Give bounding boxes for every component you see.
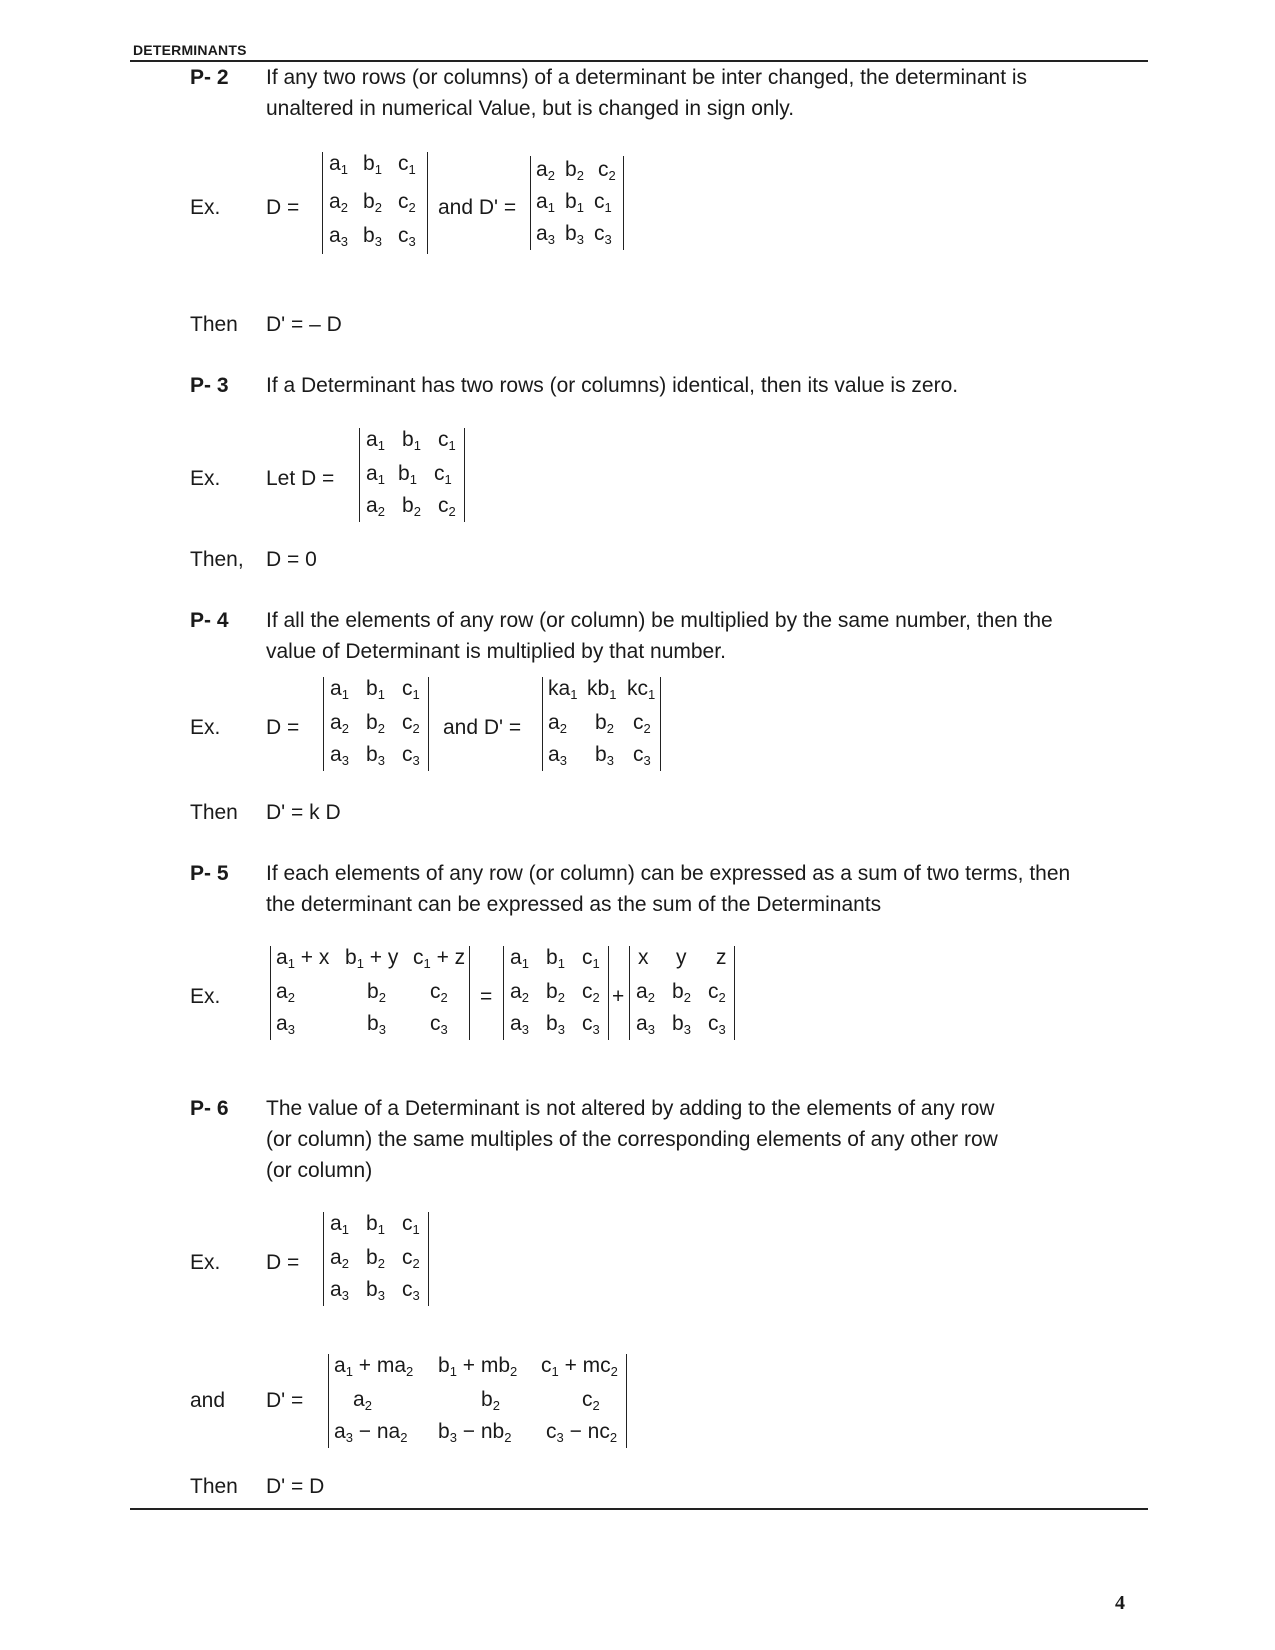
cell: $a_1$ xyxy=(330,1212,349,1237)
cell: $c_2$ xyxy=(430,980,448,1005)
cell: $a_1$ xyxy=(366,462,385,487)
cell: $a_3$ xyxy=(636,1012,655,1037)
cell: $c_1$ xyxy=(582,946,600,971)
cell: $b_3$ xyxy=(367,1012,386,1037)
p3-ex-label: Ex. xyxy=(190,467,221,490)
cell: $a_3$ xyxy=(329,224,348,249)
p4-statement-line1: If all the elements of any row (or column) be multiplied by the same number, then the xyxy=(266,609,1053,632)
cell: $b_3$ xyxy=(595,743,614,768)
cell: $c_1$ xyxy=(402,677,420,702)
cell: $c_2$ xyxy=(598,158,616,183)
p4-and-d-prime: and D' = xyxy=(443,716,522,739)
p6-result: D' = D xyxy=(266,1475,325,1498)
cell: $a_3$ xyxy=(510,1012,529,1037)
cell: $b_1$ xyxy=(402,428,421,453)
cell: $c_1$ xyxy=(434,462,452,487)
cell: $b_3 - nb_2$ xyxy=(438,1420,512,1445)
page-number: 4 xyxy=(1115,1592,1125,1614)
running-header: DETERMINANTS xyxy=(133,42,247,58)
cell: $a_2$ xyxy=(276,980,295,1005)
cell: $a_2$ xyxy=(329,190,348,215)
cell: $c_3$ xyxy=(402,1278,420,1303)
cell: $a_2$ xyxy=(330,711,349,736)
p5-determinant-part1 xyxy=(503,946,609,1040)
cell: $b_1$ xyxy=(398,462,417,487)
cell: $c_2$ xyxy=(708,980,726,1005)
cell: $b_3$ xyxy=(672,1012,691,1037)
p5-statement-line1: If each elements of any row (or column) can be expressed as a sum of two terms, then xyxy=(266,862,1071,885)
p6-determinant-d xyxy=(323,1212,429,1306)
cell: $a_2$ xyxy=(353,1388,372,1413)
cell: $c_3$ xyxy=(430,1012,448,1037)
p2-then-label: Then xyxy=(190,313,238,336)
p6-ex-label: Ex. xyxy=(190,1251,221,1274)
cell: $b_3$ xyxy=(366,743,385,768)
cell: $b_2$ xyxy=(565,158,584,183)
cell: $b_3$ xyxy=(565,222,584,247)
cell: $c_1 + z$ xyxy=(413,946,466,971)
p6-d-equals: D = xyxy=(266,1251,300,1274)
cell: $c_1$ xyxy=(398,152,416,177)
cell: $c_3$ xyxy=(708,1012,726,1037)
p4-ex-label: Ex. xyxy=(190,716,221,739)
cell: $a_1$ xyxy=(329,152,348,177)
cell: $b_2$ xyxy=(367,980,386,1005)
cell: $a_1$ xyxy=(510,946,529,971)
p2-determinant-d xyxy=(322,152,428,254)
p2-determinant-d-prime xyxy=(530,156,624,250)
p5-statement-line2: the determinant can be expressed as the sum of the Determinants xyxy=(266,893,882,916)
p4-d-equals: D = xyxy=(266,716,300,739)
cell: $c_1 + mc_2$ xyxy=(541,1354,618,1379)
cell: $c_2$ xyxy=(582,1388,600,1413)
cell: $b_2$ xyxy=(481,1388,500,1413)
cell: $b_3$ xyxy=(366,1278,385,1303)
cell: $b_3$ xyxy=(363,224,382,249)
cell: $a_1$ xyxy=(536,190,555,215)
cell: z xyxy=(716,946,727,969)
p5-equals-sign: = xyxy=(480,985,493,1008)
p4-statement-line2: value of Determinant is multiplied by that number. xyxy=(266,640,726,663)
footer-rule xyxy=(130,1508,1148,1510)
p4-determinant-d-prime xyxy=(542,677,661,771)
cell: $a_1$ xyxy=(366,428,385,453)
cell: $a_2$ xyxy=(510,980,529,1005)
p3-result: D = 0 xyxy=(266,548,317,571)
cell: $a_3$ xyxy=(330,743,349,768)
property-label-p2: P- 2 xyxy=(190,66,229,89)
cell: $c_1$ xyxy=(438,428,456,453)
p6-then-label: Then xyxy=(190,1475,238,1498)
cell: $a_1 + x$ xyxy=(276,946,330,971)
p6-statement-line1: The value of a Determinant is not altered by adding to the elements of any row xyxy=(266,1097,995,1120)
p4-result: D' = k D xyxy=(266,801,341,824)
p2-ex-label: Ex. xyxy=(190,196,221,219)
p3-then-label: Then, xyxy=(190,548,244,571)
p2-statement-line1: If any two rows (or columns) of a determinant be inter changed, the determinant is xyxy=(266,66,1028,89)
p3-determinant-d xyxy=(359,428,465,522)
p6-and-label: and xyxy=(190,1389,226,1412)
p6-determinant-d-prime xyxy=(328,1354,627,1448)
cell: $b_1$ xyxy=(546,946,565,971)
property-label-p6: P- 6 xyxy=(190,1097,229,1120)
cell: $a_3$ xyxy=(548,743,567,768)
cell: x xyxy=(638,946,649,969)
cell: $c_3$ xyxy=(402,743,420,768)
cell: $b_2$ xyxy=(366,1246,385,1271)
cell: $c_3$ xyxy=(398,224,416,249)
cell: $c_3$ xyxy=(633,743,651,768)
p6-statement-line2: (or column) the same multiples of the corresponding elements of any other row xyxy=(266,1128,998,1151)
cell: $a_2$ xyxy=(636,980,655,1005)
cell: $a_2$ xyxy=(548,711,567,736)
cell: $c_2$ xyxy=(402,711,420,736)
p3-statement-line1: If a Determinant has two rows (or columns) identical, then its value is zero. xyxy=(266,374,959,397)
cell: $b_3$ xyxy=(546,1012,565,1037)
cell: $b_2$ xyxy=(402,494,421,519)
p5-determinant-part2 xyxy=(629,946,735,1040)
cell: $c_2$ xyxy=(438,494,456,519)
p4-determinant-d xyxy=(323,677,429,771)
cell: $b_2$ xyxy=(546,980,565,1005)
cell: $b_1$ xyxy=(366,1212,385,1237)
cell: $c_3 - nc_2$ xyxy=(546,1420,618,1445)
cell: $b_2$ xyxy=(363,190,382,215)
p2-and-d-prime: and D' = xyxy=(438,196,517,219)
cell: $a_2$ xyxy=(366,494,385,519)
cell: $a_1$ xyxy=(330,677,349,702)
cell: $a_3$ xyxy=(330,1278,349,1303)
cell: $b_1 + mb_2$ xyxy=(438,1354,518,1379)
p2-d-equals: D = xyxy=(266,196,300,219)
p3-let-d-equals: Let D = xyxy=(266,467,335,490)
cell: $b_2$ xyxy=(672,980,691,1005)
cell: $kc_1$ xyxy=(627,677,656,702)
cell: $ka_1$ xyxy=(548,677,578,702)
cell: $c_2$ xyxy=(633,711,651,736)
p5-ex-label: Ex. xyxy=(190,985,221,1008)
property-label-p4: P- 4 xyxy=(190,609,229,632)
property-label-p5: P- 5 xyxy=(190,862,229,885)
cell: $b_1 + y$ xyxy=(345,946,399,971)
cell: $kb_1$ xyxy=(587,677,617,702)
cell: $a_3 - na_2$ xyxy=(334,1420,408,1445)
p5-plus-sign: + xyxy=(612,985,625,1008)
cell: $a_2$ xyxy=(536,158,555,183)
cell: y xyxy=(676,946,687,969)
cell: $a_3$ xyxy=(536,222,555,247)
p5-determinant-sum xyxy=(270,946,470,1040)
cell: $b_2$ xyxy=(595,711,614,736)
p2-result: D' = – D xyxy=(266,313,342,336)
cell: $a_3$ xyxy=(276,1012,295,1037)
p2-statement-line2: unaltered in numerical Value, but is changed in sign only. xyxy=(266,97,795,120)
cell: $b_2$ xyxy=(366,711,385,736)
cell: $a_2$ xyxy=(330,1246,349,1271)
property-label-p3: P- 3 xyxy=(190,374,229,397)
cell: $c_2$ xyxy=(398,190,416,215)
p6-statement-line3: (or column) xyxy=(266,1159,373,1182)
cell: $c_1$ xyxy=(402,1212,420,1237)
cell: $c_3$ xyxy=(594,222,612,247)
cell: $b_1$ xyxy=(565,190,584,215)
cell: $b_1$ xyxy=(366,677,385,702)
p6-d-prime-equals: D' = xyxy=(266,1389,304,1412)
cell: $c_1$ xyxy=(594,190,612,215)
cell: $b_1$ xyxy=(363,152,382,177)
p4-then-label: Then xyxy=(190,801,238,824)
cell: $a_1 + ma_2$ xyxy=(334,1354,414,1379)
cell: $c_3$ xyxy=(582,1012,600,1037)
cell: $c_2$ xyxy=(402,1246,420,1271)
cell: $c_2$ xyxy=(582,980,600,1005)
